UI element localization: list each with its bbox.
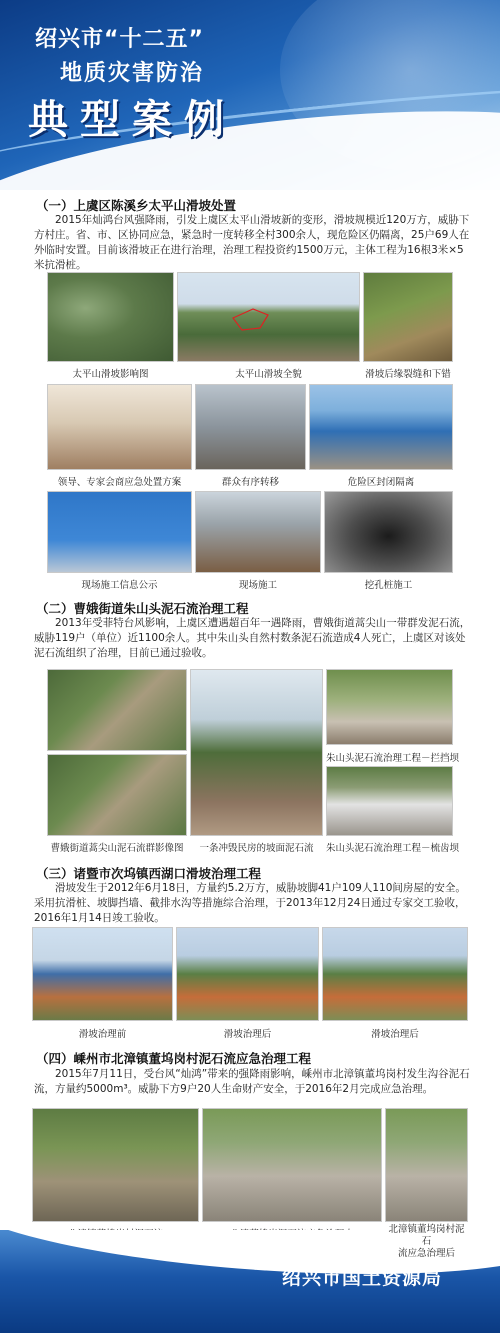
section4-text: 2015年7月11日，受台风“灿鸿”带来的强降雨影响，嵊州市北漳镇董坞岗村发生沟谷泥石流，方量约5000m³。威胁下方9户20人生命财产安全，于2016年2月完成应急治理。 [34, 1068, 470, 1095]
caption-3-1: 滑坡治理前 [78, 1029, 127, 1040]
photo-after-treatment-2 [322, 927, 468, 1021]
photo-construction-site [195, 491, 321, 573]
photo-before-treatment [32, 927, 173, 1021]
landslide-outline-drawing [178, 273, 360, 362]
title-line2: 地质灾害防治 [60, 61, 205, 86]
caption-1-2: 太平山滑坡全貌 [235, 369, 302, 380]
photo-debris-flow-image-2 [47, 754, 187, 836]
caption-1-6: 危险区封闭隔离 [347, 477, 415, 488]
photo-expert-meeting [47, 384, 192, 470]
caption-4-3 [385, 1224, 468, 1260]
caption-1-5: 群众有序转移 [221, 477, 279, 488]
photo-comb-dam [326, 766, 453, 836]
caption-1-8: 现场施工 [238, 580, 277, 591]
caption-2-4: 朱山头泥石流治理工程－梳齿坝 [326, 843, 460, 854]
photo-evacuation [195, 384, 306, 470]
caption-1-9: 挖孔桩施工 [364, 580, 413, 591]
caption-1-3: 滑坡后缘裂缝和下错 [365, 369, 451, 380]
title-main: 典型案例 [28, 96, 236, 143]
photo-after-treatment-1 [176, 927, 319, 1021]
photo-landslide-impact-map [47, 272, 174, 362]
photo-slope-debris-flow [190, 669, 323, 836]
photo-after-emergency-treatment [385, 1108, 468, 1222]
photo-pile-excavation [324, 491, 453, 573]
title-line1: 绍兴市“十二五” [35, 27, 204, 52]
photo-rear-crack [363, 272, 453, 362]
caption-1-7: 现场施工信息公示 [81, 580, 158, 591]
photo-area-closure [309, 384, 453, 470]
caption-3-2: 滑坡治理后 [223, 1029, 272, 1040]
section2-title: （二）曹娥街道朱山头泥石流治理工程 [36, 601, 249, 616]
photo-info-board [47, 491, 192, 573]
caption-4-3-line2: 流应急治理后 [397, 1248, 455, 1259]
section1-title: （一）上虞区陈溪乡太平山滑坡处置 [36, 198, 237, 213]
section2-text: 2013年受菲特台风影响，上虞区遭遇超百年一遇降雨，曹娥街道蒿尖山一带群发泥石流，威胁119户（单位）近1100余人。其中朱山头自然村数条泥石流造成4人死亡，上虞区对该处泥石流组织了治理，目前已通过验收。 [34, 617, 471, 659]
section3-text: 滑坡发生于2012年6月18日，方量约5.2万方，威胁坡脚41户109人110间房屋的安全。采用抗滑桩、坡脚挡墙、截排水沟等措施综合治理，于2013年12月24日通过专家交工验收，2016年1月14日竣工验收。 [34, 882, 466, 924]
caption-2-1: 曹娥街道蒿尖山泥石流群影像图 [50, 843, 184, 854]
caption-2-3: 朱山头泥石流治理工程－拦挡坝 [326, 753, 460, 764]
footer-organization: 绍兴市国土资源局 [281, 1267, 442, 1289]
caption-1-1: 太平山滑坡影响图 [72, 369, 149, 380]
caption-2-2: 一条冲毁民房的坡面泥石流 [199, 843, 314, 854]
caption-4-3-line1: 北漳镇董坞岗村泥石 [388, 1224, 465, 1247]
photo-emergency-treatment [202, 1108, 382, 1222]
photo-debris-flow-gully [32, 1108, 199, 1222]
photo-landslide-overview [177, 272, 360, 362]
caption-1-4: 领导、专家会商应急处置方案 [57, 477, 182, 488]
caption-3-3: 滑坡治理后 [371, 1029, 419, 1040]
photo-debris-flow-image-1 [47, 669, 187, 751]
section1-text: 2015年灿鸿台风强降雨，引发上虞区太平山滑坡新的变形，滑坡规模近120万方，威胁下方村庄。省、市、区协同应急，紧急时一度转移全村300余人，现危险区仍隔离，25户69人在外临时安置。目前该滑坡正在进行治理，治理工程投资约1500万元，主体工程为16根3米×5米抗滑桩。 [34, 214, 470, 271]
section4-title: （四）嵊州市北漳镇董坞岗村泥石流应急治理工程 [36, 1051, 312, 1066]
photo-check-dam [326, 669, 453, 745]
section3-title: （三）诸暨市次坞镇西湖口滑坡治理工程 [36, 866, 262, 881]
